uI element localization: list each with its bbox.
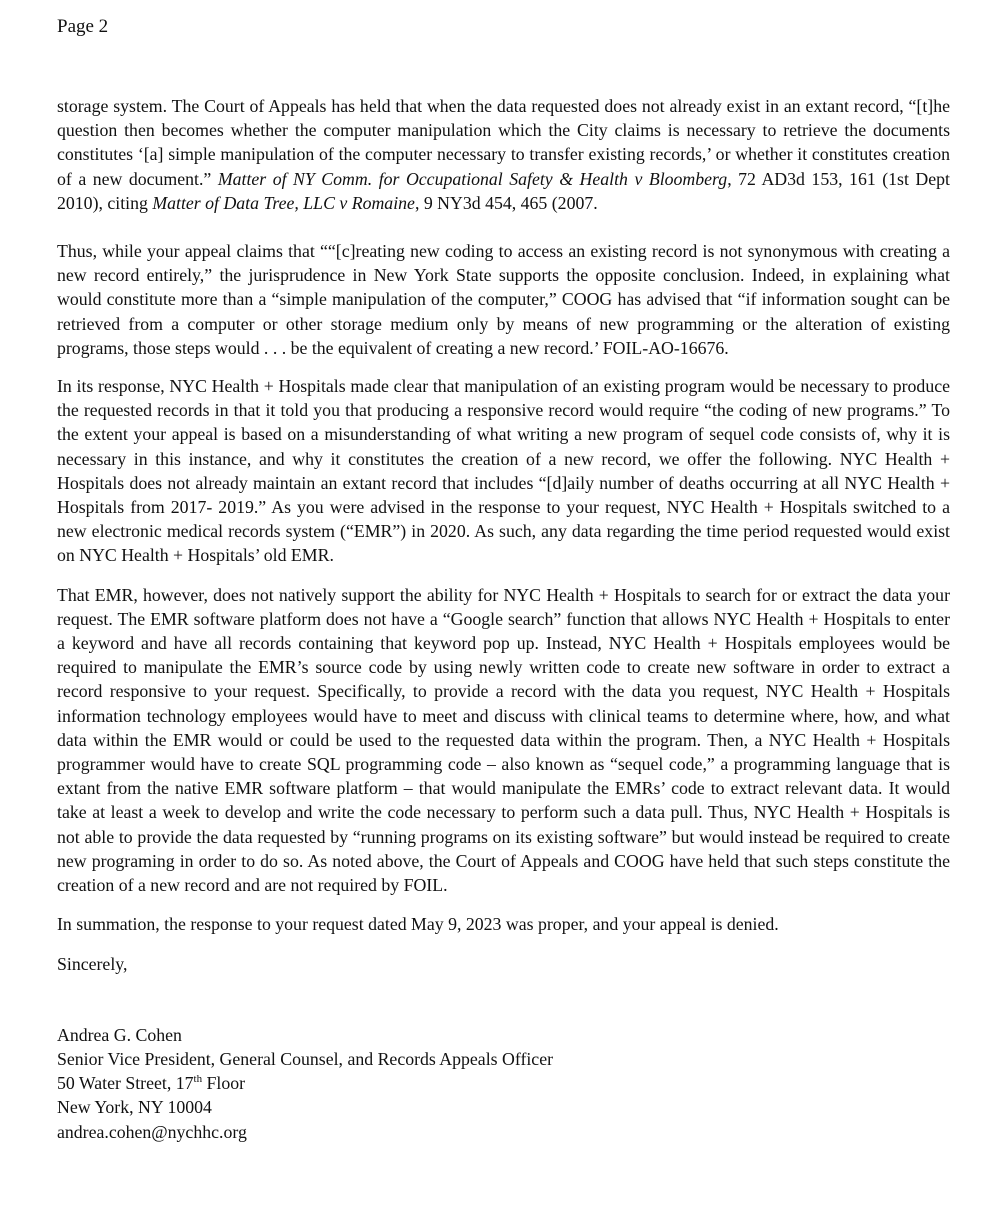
closing: Sincerely, xyxy=(57,953,128,974)
signatory-address xyxy=(57,1071,950,1095)
paragraph-court-of-appeals xyxy=(57,94,950,215)
paragraph-text: , 72 AD3d 153, 161 (1st Dept 2010), citing xyxy=(57,168,950,213)
case-citation: Matter of NY Comm. for Occupational Safety & Health v Bloomberg xyxy=(217,168,728,189)
paragraph-jurisprudence: Thus, while your appeal claims that ““[c]reating new coding to access an existing record is not synonymous with creating a new record entirely,” the jurisprudence in New York State supports the opposite conclusion. Indeed, in explaining what would constitute more than a “simple manipulation of the computer,” COOG has advised that “if information sought can be retrieved from a computer or other storage medium only by means of new programming or the alteration of existing programs, those steps would . . . be the equivalent of creating a new record.’ FOIL-AO-16676. xyxy=(57,241,950,358)
address-street: 50 Water Street, 17 xyxy=(57,1073,194,1094)
signatory-city: New York, NY 10004 xyxy=(57,1097,212,1118)
page-label: Page 2 xyxy=(57,16,109,37)
signatory-name: Andrea G. Cohen xyxy=(57,1024,182,1045)
letter-body xyxy=(57,94,950,1144)
paragraph-text: , 9 NY3d 454, 465 (2007. xyxy=(414,192,598,213)
signatory-title: Senior Vice President, General Counsel, and Records Appeals Officer xyxy=(57,1048,554,1069)
paragraph-emr: That EMR, however, does not natively support the ability for NYC Health + Hospitals to search for or extract the data your request. The EMR software platform does not have a “Google search” function that allows NYC Health + Hospitals to enter a keyword and have all records containing that keyword pop up. Instead, NYC Health + Hospitals employees would be required to manipulate the EMR’s source code by using newly written code to create new software in order to extract a record responsive to your request. Specifically, to provide a record with the data you request, NYC Health + Hospitals information technology employees would have to meet and discuss with clinical teams to determine where, how, and what data within the EMR would or could be used to the requested data within the program. Then, a NYC Health + Hospitals programmer would have to create SQL programming code – also known as “sequel code,” a programming language that is extant from the native EMR software platform – that would manipulate the EMRs’ code to extract relevant data. It would take at least a week to develop and write the code necessary to perform such a data pull. Thus, NYC Health + Hospitals is not able to provide the data requested by “running programs on its existing software” but would instead be required to create new programing in order to do so. As noted above, the Court of Appeals and COOG have held that such steps constitute the creation of a new record and are not required by FOIL. xyxy=(57,584,950,896)
address-floor: Floor xyxy=(202,1073,246,1094)
ordinal-suffix: th xyxy=(193,1073,203,1086)
paragraph-summation: In summation, the response to your request dated May 9, 2023 was proper, and your appeal is denied. xyxy=(57,914,779,935)
paragraph-text: storage system. The Court of Appeals has held that when the data requested does not already exist in an extant record, “[t]he question then becomes whether the computer manipulation which the City claims is necessary to retrieve the documents constitutes ‘[a] simple manipulation of the computer necessary to transfer existing records,’ or whether it constitutes creation of a new document.” xyxy=(57,96,950,189)
signatory-email: andrea.cohen@nychhc.org xyxy=(57,1121,247,1142)
signature-block xyxy=(57,1023,950,1144)
paragraph-response: In its response, NYC Health + Hospitals made clear that manipulation of an existing program would be necessary to produce the requested records in that it told you that producing a responsive record would require “the coding of new programs.” To the extent your appeal is based on a misunderstanding of what writing a new program of sequel code consists of, why it is necessary in this instance, and why it constitutes the creation of a new record, we offer the following. NYC Health + Hospitals does not already maintain an extant record that includes “[d]aily number of deaths occurring at all NYC Health + Hospitals from 2017- 2019.” As you were advised in the response to your request, NYC Health + Hospitals switched to a new electronic medical records system (“EMR”) in 2020. As such, any data regarding the time period requested would exist on NYC Health + Hospitals’ old EMR. xyxy=(57,376,950,566)
case-citation: Matter of Data Tree, LLC v Romaine xyxy=(152,192,415,213)
